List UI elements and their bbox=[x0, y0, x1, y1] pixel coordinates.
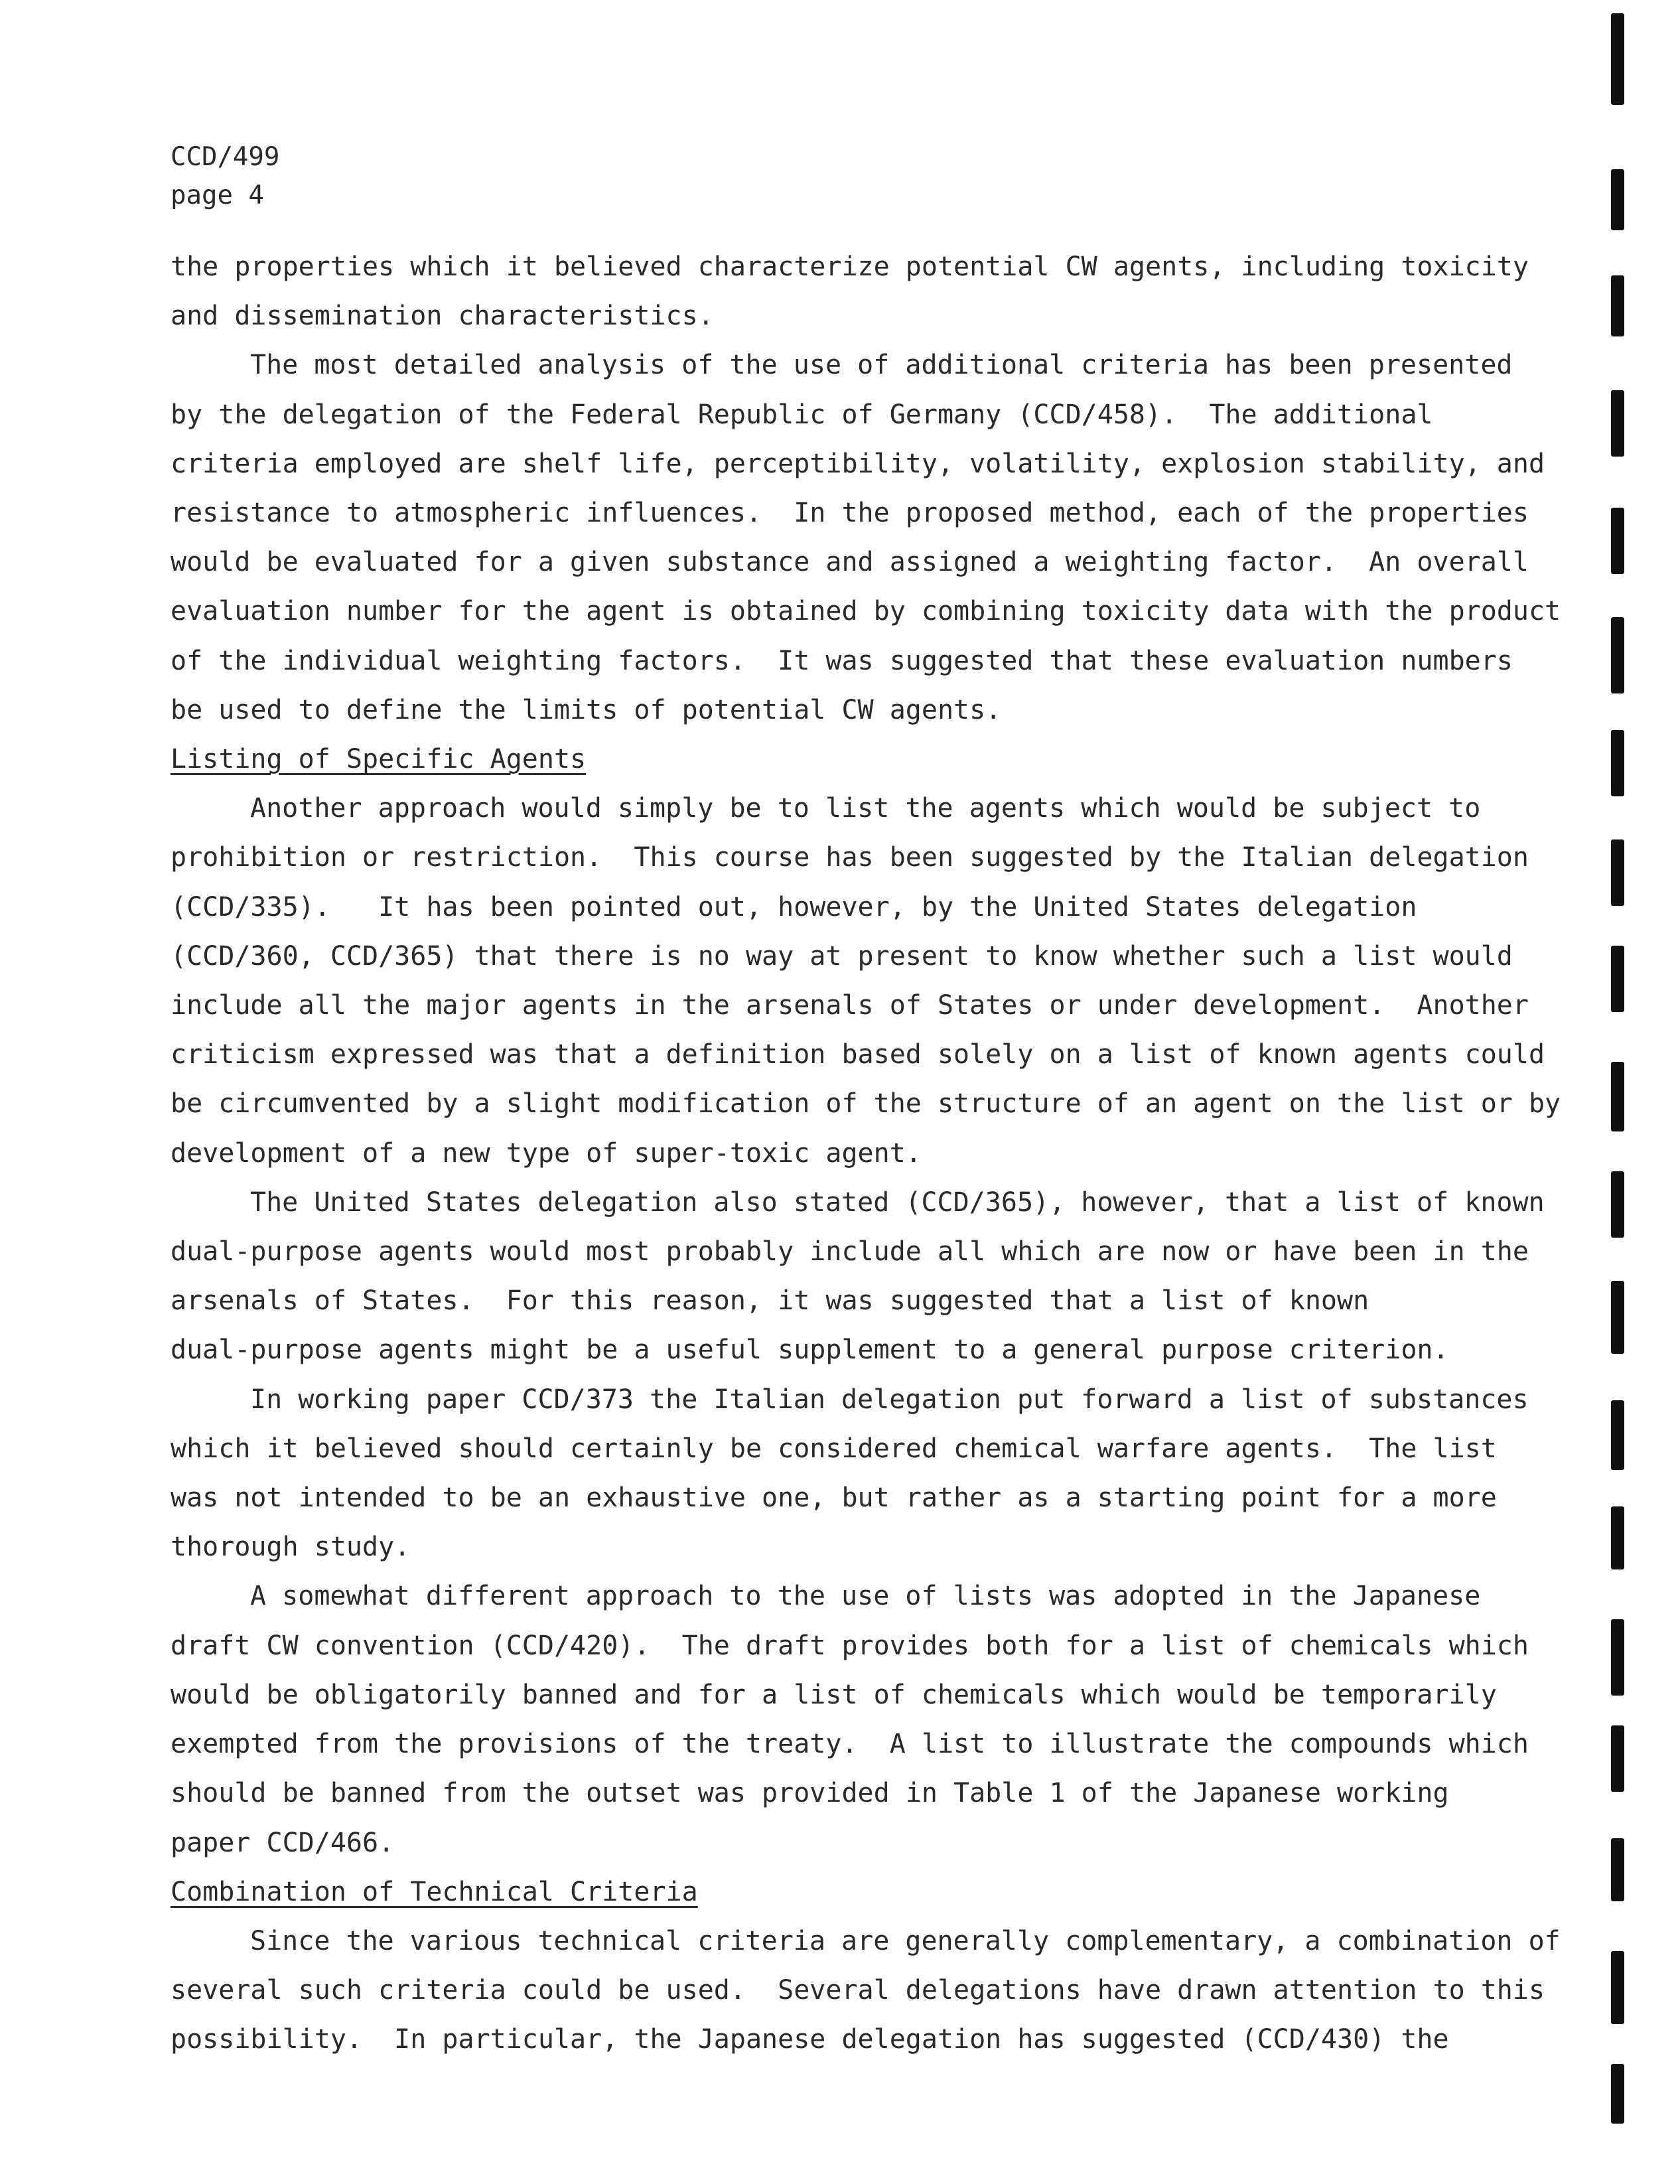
section-heading-text: Combination of Technical Criteria bbox=[171, 1876, 698, 1907]
text-line: resistance to atmospheric influences. In the proposed method, each of the properties bbox=[171, 498, 1529, 529]
binding-mark bbox=[1611, 1281, 1624, 1354]
text-line: would be obligatorily banned and for a list of chemicals which would be temporarily bbox=[171, 1679, 1497, 1710]
text-line: possibility. In particular, the Japanese delegation has suggested (CCD/430) the bbox=[171, 2024, 1449, 2055]
text-line: prohibition or restriction. This course has been suggested by the Italian delegation bbox=[171, 842, 1529, 873]
paragraph-first-line: Another approach would simply be to list the agents which would be subject to bbox=[250, 793, 1481, 824]
text-line: dual-purpose agents would most probably include all which are now or have been in the bbox=[171, 1236, 1529, 1268]
binding-mark bbox=[1611, 13, 1624, 105]
text-line: (CCD/335). It has been pointed out, however, by the United States delegation bbox=[171, 891, 1417, 922]
binding-mark bbox=[1611, 1400, 1624, 1470]
section-heading bbox=[171, 1867, 1597, 1917]
page-number: page 4 bbox=[171, 181, 264, 210]
text-line: and dissemination characteristics. bbox=[171, 301, 714, 332]
text-line: include all the major agents in the arsenals of States or under development. Another bbox=[171, 990, 1529, 1021]
text-line: criteria employed are shelf life, perceptibility, volatility, explosion stability, and bbox=[171, 448, 1545, 479]
text-line: the properties which it believed characterize potential CW agents, including toxicity bbox=[171, 252, 1529, 282]
binding-mark bbox=[1611, 839, 1624, 906]
page-header bbox=[171, 138, 279, 215]
paragraph-first-line: Since the various technical criteria are generally complementary, a combination of bbox=[250, 1925, 1561, 1956]
text-line: dual-purpose agents might be a useful supplement to a general purpose criterion. bbox=[171, 1335, 1449, 1366]
paragraph-first-line: The United States delegation also stated (CCD/365), however, that a list of known bbox=[250, 1187, 1545, 1218]
section-heading bbox=[171, 735, 1597, 784]
text-line: of the individual weighting factors. It was suggested that these evaluation numbers bbox=[171, 645, 1513, 676]
body-text bbox=[171, 242, 1597, 2065]
binding-mark bbox=[1611, 390, 1624, 457]
text-line: several such criteria could be used. Several delegations have drawn attention to this bbox=[171, 1975, 1545, 2006]
paragraph-first-line: In working paper CCD/373 the Italian delegation put forward a list of substances bbox=[250, 1384, 1529, 1415]
text-line: (CCD/360, CCD/365) that there is no way at present to know whether such a list would bbox=[171, 940, 1513, 972]
text-line: exempted from the provisions of the treaty. A list to illustrate the compounds which bbox=[171, 1729, 1529, 1760]
section-heading-text: Listing of Specific Agents bbox=[171, 744, 587, 775]
binding-mark bbox=[1611, 617, 1624, 693]
binding-mark bbox=[1611, 730, 1624, 796]
binding-mark bbox=[1611, 508, 1624, 574]
paragraph-first-line: The most detailed analysis of the use of additional criteria has been presented bbox=[250, 350, 1513, 381]
text-line: should be banned from the outset was provided in Table 1 of the Japanese working bbox=[171, 1778, 1449, 1809]
binding-mark bbox=[1611, 2064, 1624, 2124]
text-line: would be evaluated for a given substance and assigned a weighting factor. An overall bbox=[171, 547, 1529, 578]
document-reference: CCD/499 bbox=[171, 142, 280, 172]
binding-mark bbox=[1611, 1506, 1624, 1569]
binding-mark bbox=[1611, 1619, 1624, 1696]
text-line: arsenals of States. For this reason, it was suggested that a list of known bbox=[171, 1285, 1369, 1317]
binding-mark bbox=[1611, 1171, 1624, 1238]
binding-mark bbox=[1611, 275, 1624, 336]
binding-mark bbox=[1611, 169, 1624, 230]
binding-mark bbox=[1611, 1951, 1624, 2024]
text-line: was not intended to be an exhaustive one, but rather as a starting point for a more bbox=[171, 1483, 1497, 1514]
text-line: draft CW convention (CCD/420). The draft provides both for a list of chemicals which bbox=[171, 1630, 1529, 1661]
text-line: by the delegation of the Federal Republic of Germany (CCD/458). The additional bbox=[171, 399, 1433, 430]
binding-mark bbox=[1611, 946, 1624, 1012]
binding-mark bbox=[1611, 1062, 1624, 1131]
binding-mark bbox=[1611, 1725, 1624, 1792]
text-line: development of a new type of super-toxic agent. bbox=[171, 1137, 922, 1169]
text-line: which it believed should certainly be considered chemical warfare agents. The list bbox=[171, 1433, 1497, 1464]
text-line: be used to define the limits of potential CW agents. bbox=[171, 694, 1002, 725]
text-line: paper CCD/466. bbox=[171, 1827, 395, 1858]
binding-mark bbox=[1611, 1838, 1624, 1901]
paragraph-first-line: A somewhat different approach to the use of lists was adopted in the Japanese bbox=[250, 1581, 1481, 1612]
text-line: be circumvented by a slight modification of the structure of an agent on the list or by bbox=[171, 1088, 1561, 1120]
text-line: thorough study. bbox=[171, 1532, 411, 1563]
text-line: evaluation number for the agent is obtained by combining toxicity data with the product bbox=[171, 596, 1561, 627]
text-line: criticism expressed was that a definition based solely on a list of known agents could bbox=[171, 1039, 1545, 1070]
